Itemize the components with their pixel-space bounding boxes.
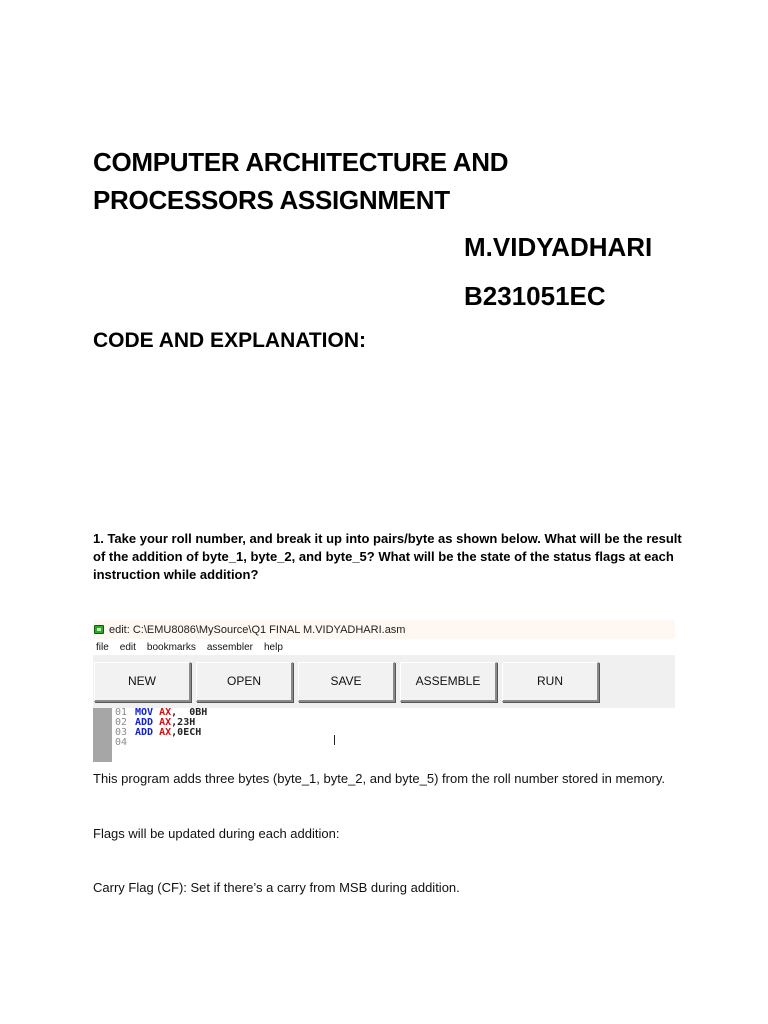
explanation-text: This program adds three bytes (byte_1, byte_2, and byte_5) from the roll number stored in memory.	[93, 771, 666, 786]
menu-file[interactable]: file	[96, 641, 109, 653]
opcode: ADD	[135, 717, 154, 728]
question-text: 1. Take your roll number, and break it up into pairs/byte as shown below. What will be the result of the addition of byte_1, byte_2, and byte_5? What will be the state of the status flags at each instruction while addition?	[93, 531, 682, 582]
code-area[interactable]	[93, 708, 675, 762]
operand: 0ECH	[177, 727, 202, 738]
line-number: 03	[115, 727, 128, 738]
editor-title-bar	[93, 620, 675, 639]
register: AX	[159, 717, 172, 728]
title-line-1: COMPUTER ARCHITECTURE AND	[93, 147, 509, 177]
document-title	[93, 143, 508, 219]
register: AX	[159, 707, 172, 718]
line-number: 04	[115, 737, 128, 748]
new-button[interactable]: NEW	[94, 662, 191, 702]
separator: ,	[171, 717, 178, 728]
menu-bookmarks[interactable]: bookmarks	[146, 641, 196, 653]
carry-flag-text: Carry Flag (CF): Set if there’s a carry from MSB during addition.	[93, 880, 460, 895]
menu-edit[interactable]: edit	[119, 641, 136, 653]
text-cursor	[334, 735, 335, 745]
section-heading: CODE AND EXPLANATION:	[93, 329, 366, 352]
editor-toolbar	[93, 655, 675, 708]
menu-help[interactable]: help	[263, 641, 283, 653]
open-button[interactable]: OPEN	[196, 662, 293, 702]
opcode: ADD	[135, 727, 154, 738]
run-button[interactable]: RUN	[502, 662, 599, 702]
assemble-button[interactable]: ASSEMBLE	[400, 662, 497, 702]
separator: ,	[171, 707, 190, 718]
line-number: 01	[115, 707, 128, 718]
title-line-2: PROCESSORS ASSIGNMENT	[93, 185, 450, 215]
roll-number: B231051EC	[464, 281, 606, 311]
save-button[interactable]: SAVE	[298, 662, 395, 702]
register: AX	[159, 727, 172, 738]
editor-gutter	[93, 708, 112, 762]
separator: ,	[171, 727, 178, 738]
emu8086-editor-screenshot	[93, 620, 675, 762]
author-name: M.VIDYADHARI	[464, 232, 653, 262]
line-number: 02	[115, 717, 128, 728]
editor-window-title: edit: C:\EMU8086\MySource\Q1 FINAL M.VIDYADHARI.asm	[109, 623, 406, 636]
emu8086-app-icon	[94, 625, 104, 634]
opcode: MOV	[135, 707, 154, 718]
editor-menu-bar	[93, 639, 675, 655]
operand: 0BH	[189, 707, 208, 718]
code-line	[112, 738, 207, 748]
code-lines	[112, 708, 207, 762]
operand: 23H	[177, 717, 196, 728]
menu-assembler[interactable]: assembler	[206, 641, 253, 653]
flags-intro-text: Flags will be updated during each addition:	[93, 826, 340, 841]
